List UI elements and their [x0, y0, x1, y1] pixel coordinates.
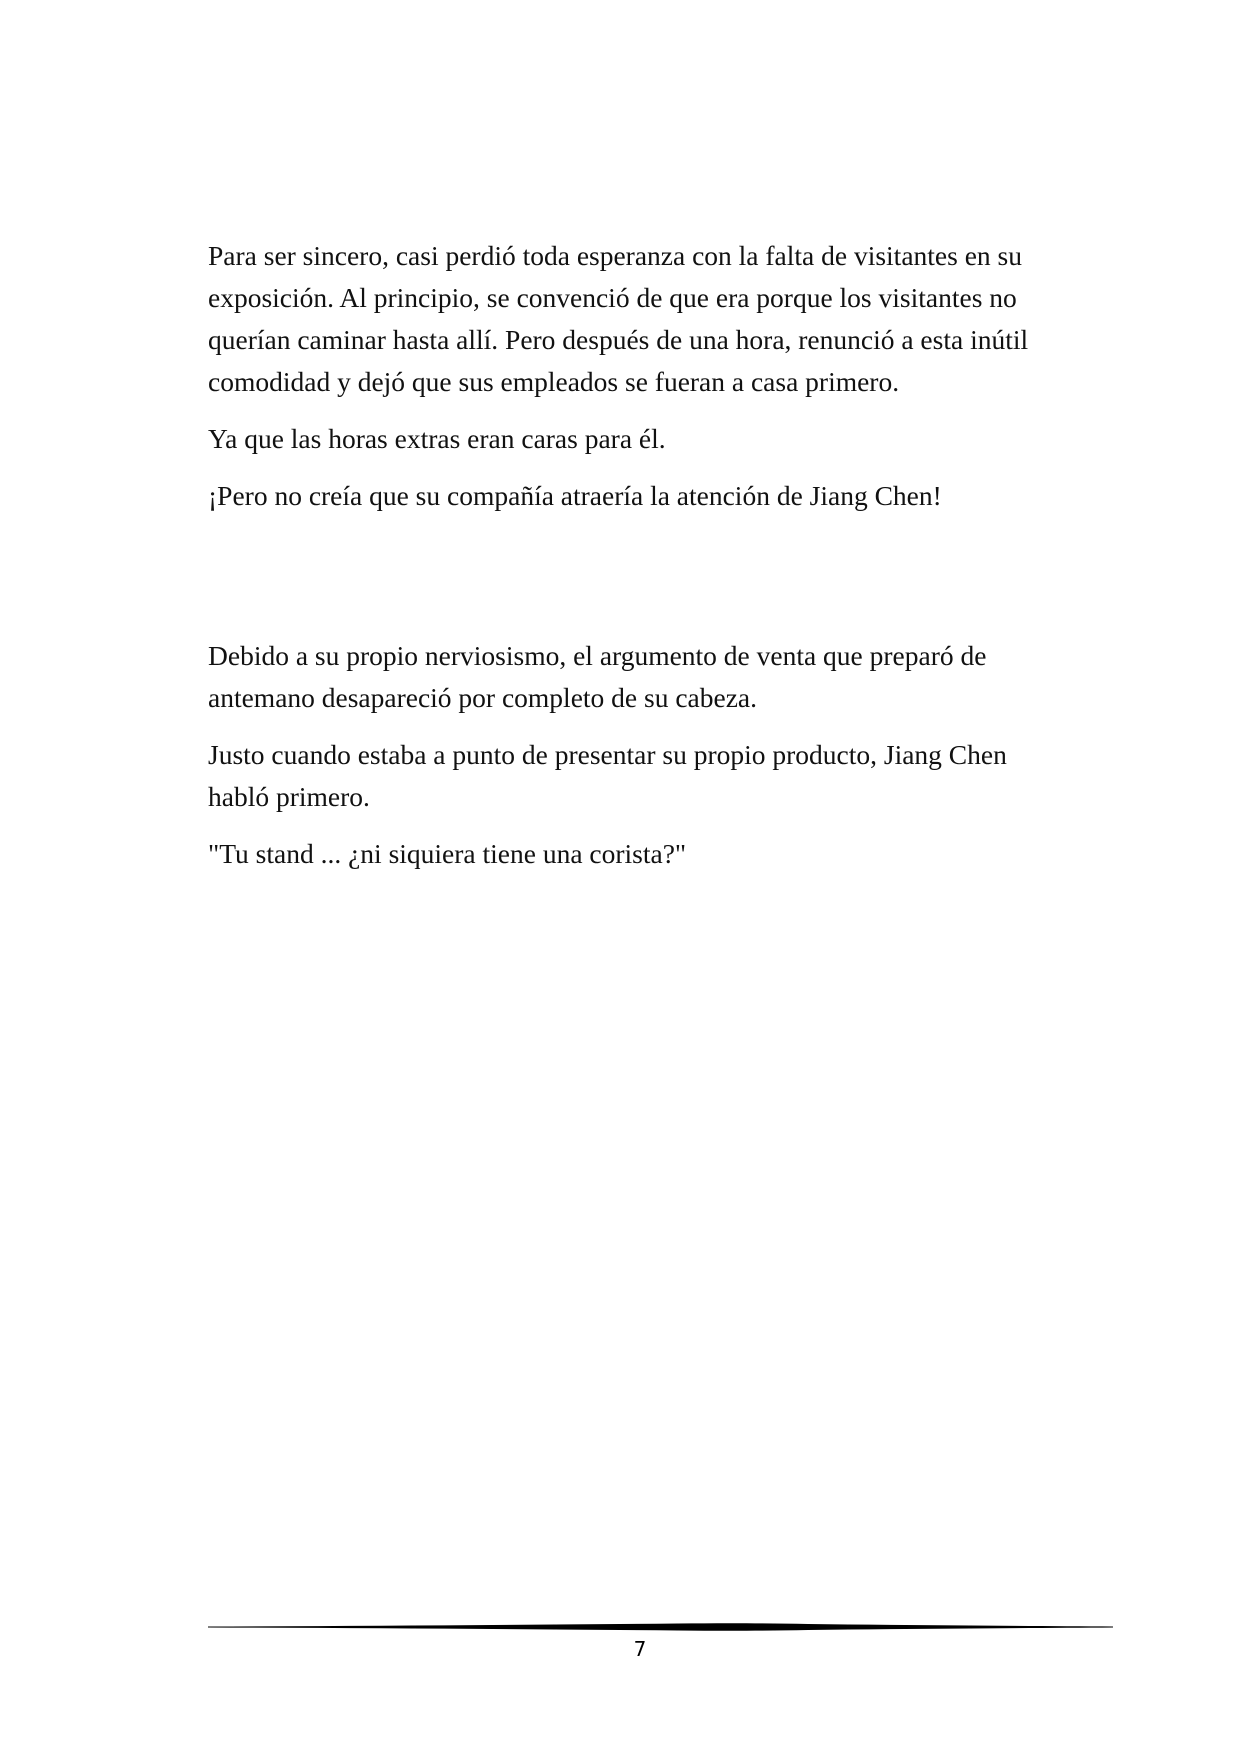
body-section-2 — [208, 635, 1068, 875]
paragraph: ¡Pero no creía que su compañía atraería la atención de Jiang Chen! — [208, 480, 942, 511]
paragraph: "Tu stand ... ¿ni siquiera tiene una corista?" — [208, 838, 687, 869]
paragraph: Debido a su propio nerviosismo, el argumento de venta que preparó de antemano desapareció por completo de su cabeza. — [208, 640, 987, 713]
paragraph: Justo cuando estaba a punto de presentar su propio producto, Jiang Chen habló primero. — [208, 739, 1007, 812]
page-number: 7 — [633, 1637, 647, 1661]
paragraph: Para ser sincero, casi perdió toda esperanza con la falta de visitantes en su exposición. Al principio, se convenció de que era porque los visitantes no querían caminar hasta allí. Pero después de una hora, renunció a esta inútil comodidad y dejó que sus empleados se fueran a casa primero. — [208, 240, 1029, 397]
footer-divider — [208, 1620, 1113, 1634]
paragraph: Ya que las horas extras eran caras para él. — [208, 423, 666, 454]
body-section-1 — [208, 235, 1068, 517]
